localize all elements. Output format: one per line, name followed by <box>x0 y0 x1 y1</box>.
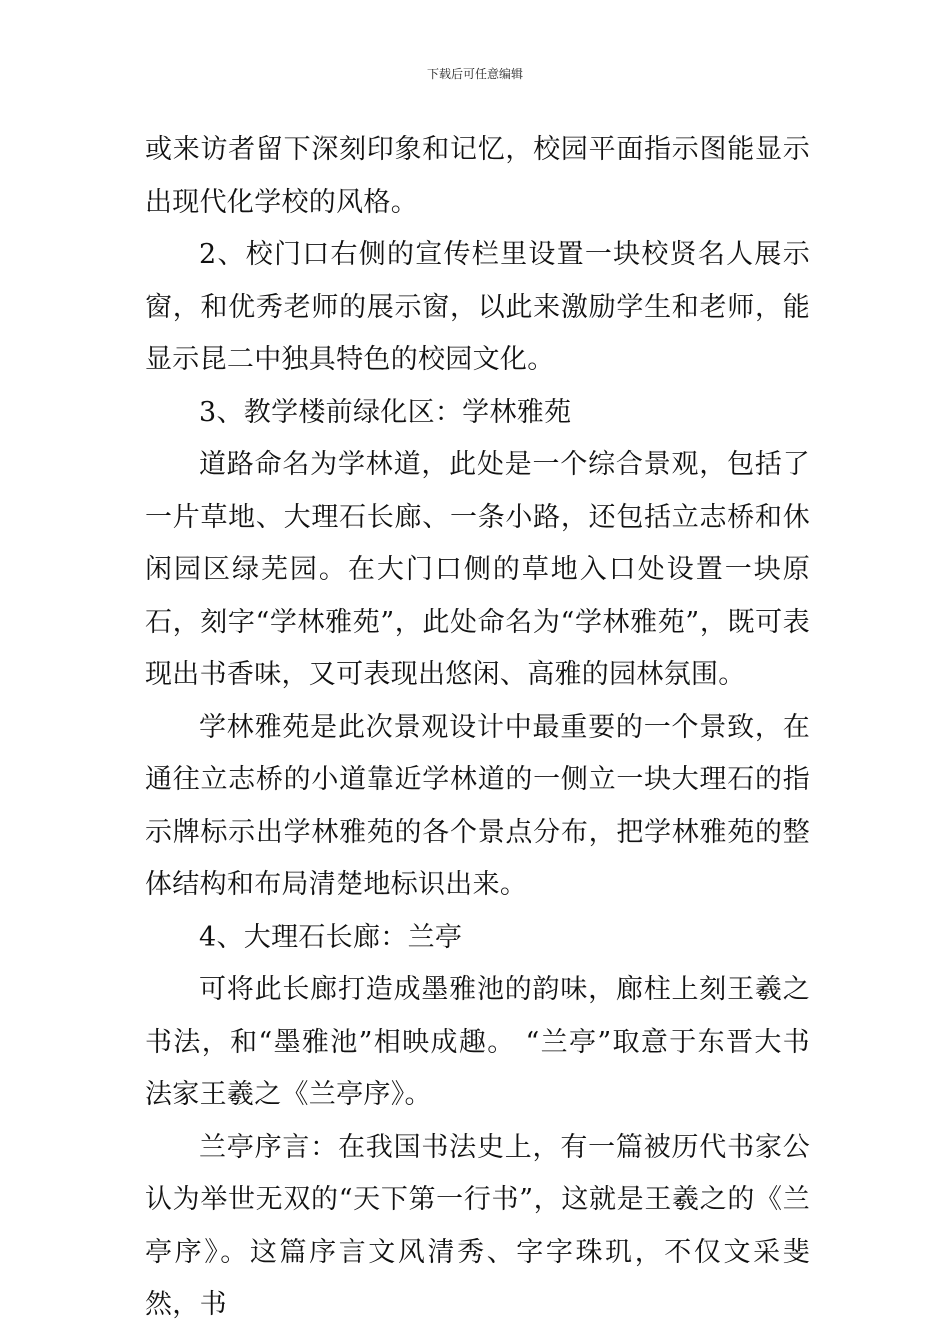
paragraph-lanting-preface: 兰亭序言：在我国书法史上，有一篇被历代书家公认为举世无双的“天下第一行书”，这就是王羲之的《兰亭序》。这篇序言文风清秀、字字珠玑，不仅文采斐然，书 <box>145 1131 810 1320</box>
section-heading-4: 4、大理石长廊：兰亭 <box>199 921 463 953</box>
document-body <box>145 124 810 1332</box>
paragraph-continuation: 或来访者留下深刻印象和记忆，校园平面指示图能显示出现代化学校的风格。 <box>145 134 810 218</box>
section-heading-3: 3、教学楼前绿化区：学林雅苑 <box>199 396 572 428</box>
page-header: 下载后可任意编辑 <box>426 67 523 81</box>
paragraph-xuelin-road: 道路命名为学林道，此处是一个综合景观，包括了一片草地、大理石长廊、一条小路，还包括立志桥和休闲园区绿芜园。在大门口侧的草地入口处设置一块原石，刻字“学林雅苑”，此处命名为“学林雅苑”，既可表现出书香味，又可表现出悠闲、高雅的园林氛围。 <box>145 449 810 690</box>
paragraph-corridor: 可将此长廊打造成墨雅池的韵味，廊柱上刻王羲之书法，和“墨雅池”相映成趣。 “兰亭”取意于东晋大书法家王羲之《兰亭序》。 <box>145 974 810 1110</box>
paragraph-item-2: 2、校门口右侧的宣传栏里设置一块校贤名人展示窗，和优秀老师的展示窗，以此来激励学生和老师，能显示昆二中独具特色的校园文化。 <box>145 239 810 375</box>
paragraph-xuelin-garden: 学林雅苑是此次景观设计中最重要的一个景致，在通往立志桥的小道靠近学林道的一侧立一块大理石的指示牌标示出学林雅苑的各个景点分布，把学林雅苑的整体结构和布局清楚地标识出来。 <box>145 711 810 900</box>
